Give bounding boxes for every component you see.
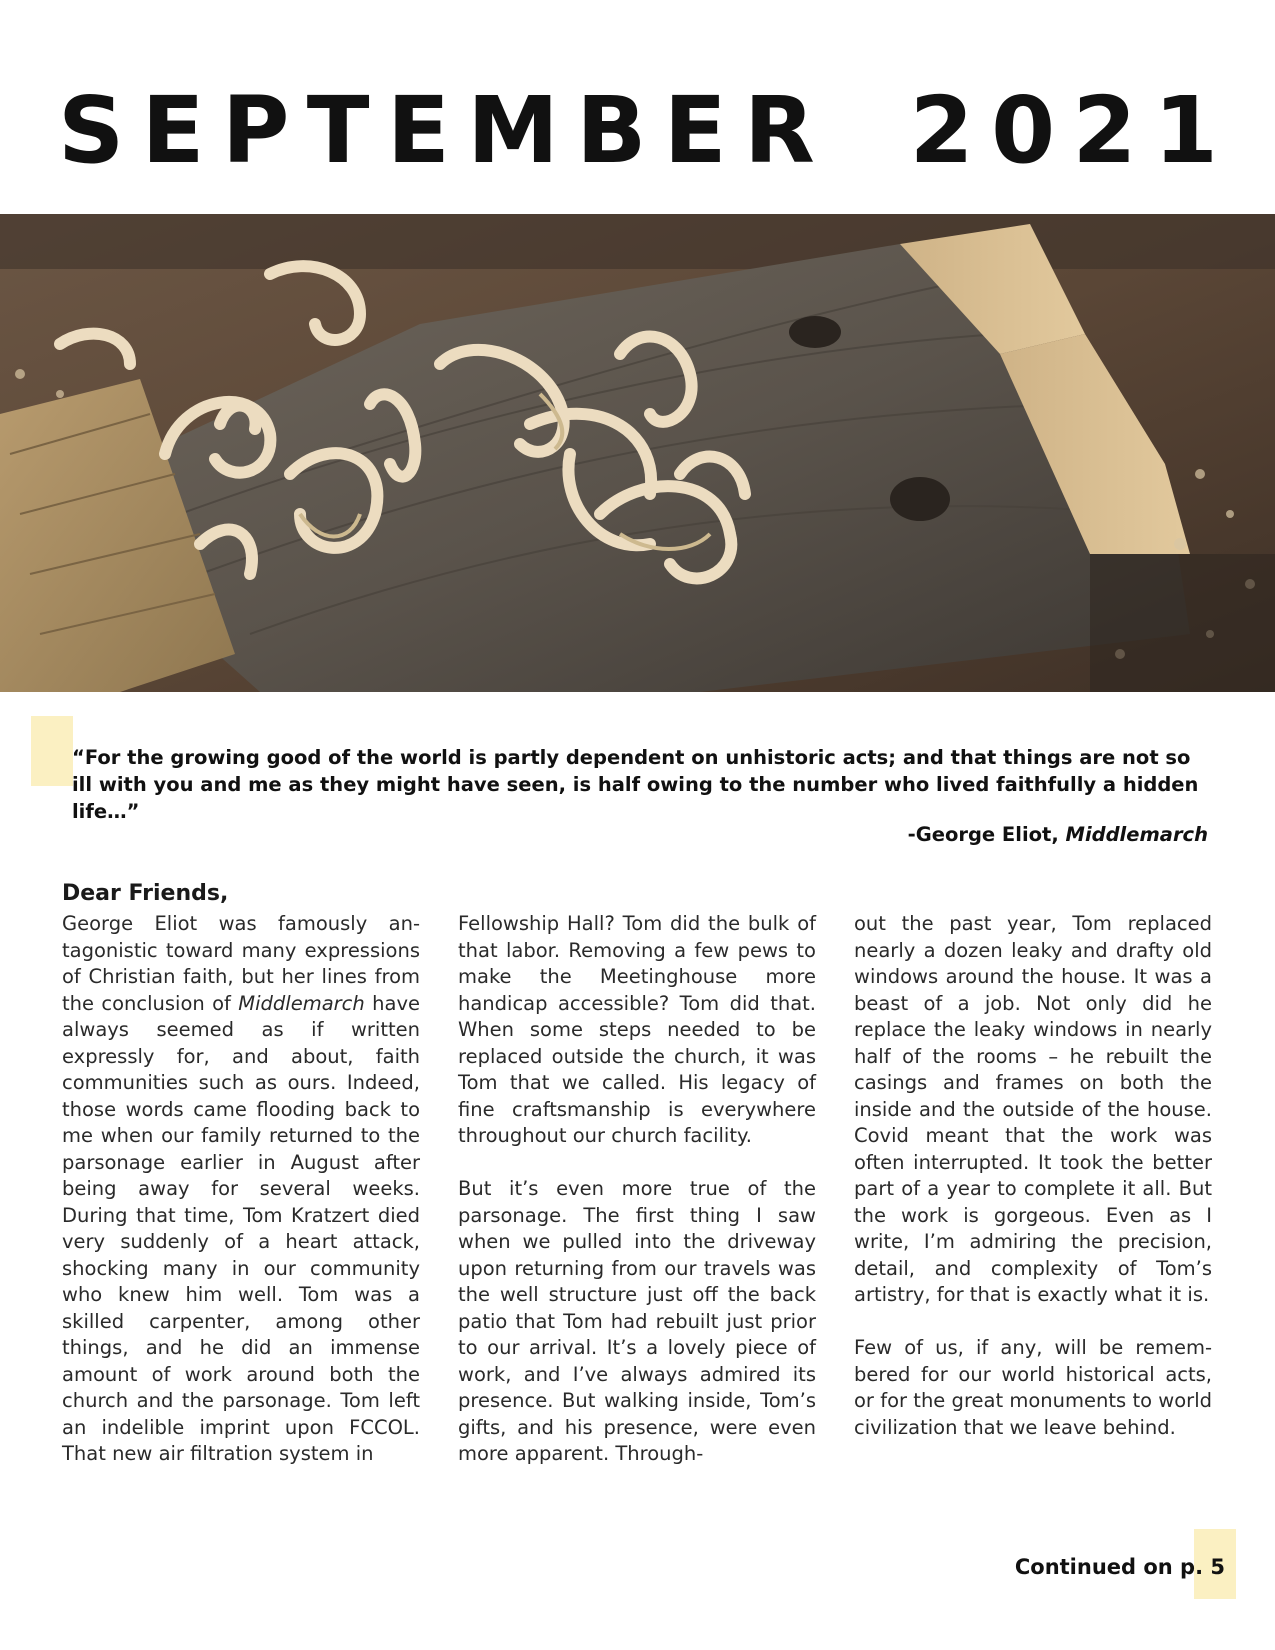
title-letter: M [467,77,559,184]
attribution-author: -George Eliot, [907,823,1066,846]
title-digit: 1 [1153,77,1218,184]
background-shadow [0,214,1275,269]
title-letter: R [743,77,815,184]
knot-hole [789,316,841,348]
paragraph-text: George Eliot was famously antagonistic toward many expressions of Christian faith, but her lines from the conclusion of [62,912,420,1015]
title-digit: 2 [1072,77,1137,184]
quote-attribution [908,823,1208,846]
title-spacer [832,76,892,186]
title-letter: B [576,77,647,184]
page-title [58,76,1218,186]
column-2 [458,911,816,1494]
paragraph [62,911,420,1468]
title-letter: E [141,77,205,184]
title-letter: E [386,77,450,184]
attribution-title: Middlemarch [1065,823,1208,846]
paragraph: But it’s even more true of the parsonage. The first thing I saw when we pulled into the driveway upon returning from our travels was the well structure just off the back patio that Tom had rebuilt just prior to our arrival. It’s a lovely piece of work, and I’ve always admired its presence. But walking inside, Tom’s gifts, and his presence, were even more apparent. Through- [458,1177,816,1465]
letter-salutation: Dear Friends, [62,881,229,906]
paragraph: Few of us, if any, will be remembered for our world historical acts, or for the great monuments to world civilization that we leave behind. [854,1336,1212,1439]
wood-shavings-photo [0,214,1275,692]
column-1 [62,911,420,1494]
wood-shavings-illustration [0,214,1275,692]
paragraph: out the past year, Tom replaced nearly a dozen leaky and drafty old windows around the house. It was a beast of a job. Not only did he replace the leaky windows in nearly half of the rooms – he rebuilt the casings and frames on both the inside and the outside of the house. Covid meant that the work was often interrupted. It took the better part of a year to complete it all. But the work is gorgeous. Even as I write, I’m admiring the precision, detail, and complexity of Tom’s artistry, for that is exactly what it is. [854,912,1212,1306]
paragraph-text: have always seemed as if written expressly for, and about, faith communities such as ours. Indeed, those words came flooding back to me when our family returned to the parsonage earlier in August after being away for several weeks. During that time, Tom Kratzert died very suddenly of a heart attack, shocking many in our community who knew him well. Tom was a skilled carpenter, among other things, and he did an immense amount of work around both the church and the parsonage. Tom left an indelible imprint upon FCCOL. That new air filtration system in [62,991,420,1465]
paragraph: Fellowship Hall? Tom did the bulk of that labor. Removing a few pews to make the Meetinghouse more handicap accessible? Tom did that. When some steps needed to be replaced outside the church, it was Tom that we called. His legacy of fine craftsmanship is everywhere throughout our church facility. [458,912,816,1147]
epigraph-quote: “For the growing good of the world is partly dependent on unhistoric acts; and that things are not so ill with you and me as they might have seen, is half owing to the number who lived faithfully a hidden life…” [72,746,1199,823]
title-letter: T [306,77,370,184]
book-title: Middlemarch [238,991,365,1015]
quote-accent-block [31,716,73,786]
title-letter: S [58,77,125,184]
knot-hole [890,477,950,521]
title-digit: 2 [909,77,974,184]
title-letter: E [663,77,727,184]
title-digit: 0 [991,77,1056,184]
plank-shadow [1090,554,1275,692]
continued-link[interactable]: Continued on p. 5 [1014,1555,1225,1579]
title-letter: P [221,77,290,184]
column-3 [854,911,1212,1468]
